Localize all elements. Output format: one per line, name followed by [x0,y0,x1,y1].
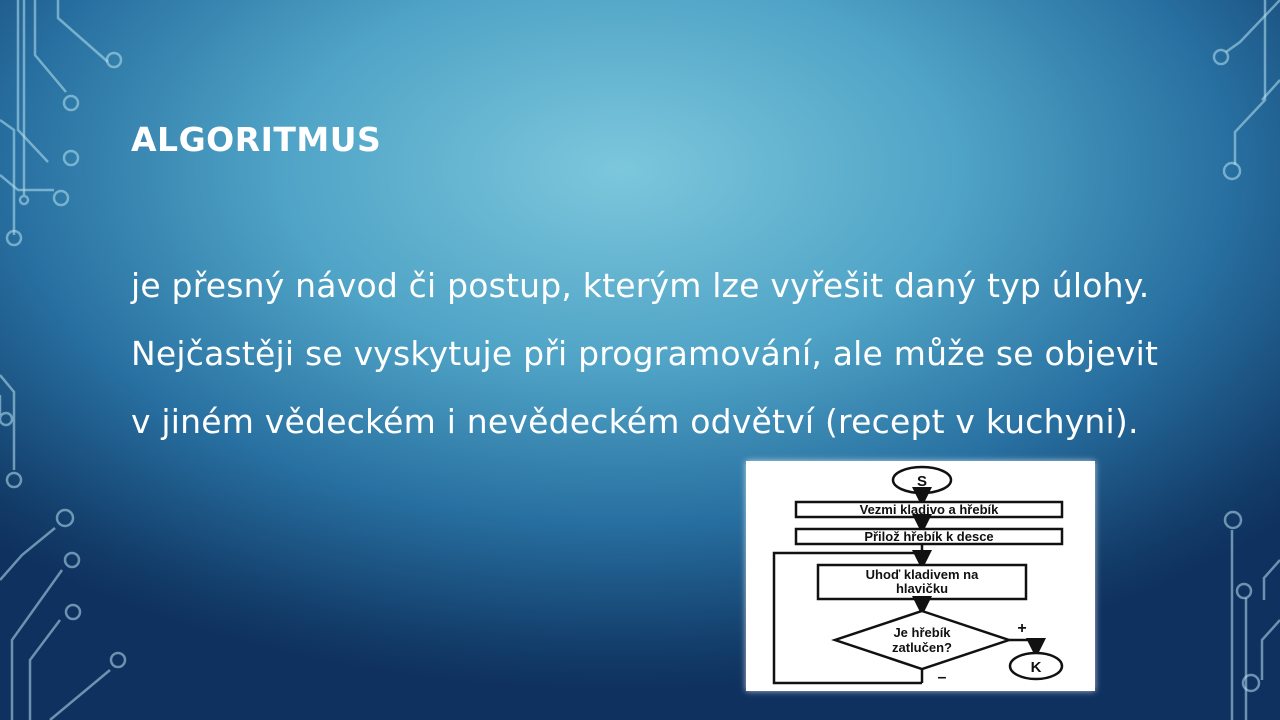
flowchart-start-label: S [916,473,928,490]
flowchart-image [746,461,1095,691]
flowchart-no-label: – [937,669,947,686]
flowchart-diagram [746,461,1095,691]
flowchart-yes-label: + [1017,620,1027,637]
slide-title: ALGORITMUS [131,120,382,159]
flowchart-step3-label-1: Uhoď kladivem na [865,567,979,582]
flowchart-decision-label-1: Je hřebík [893,625,951,640]
flowchart-step1-label: Vezmi kladivo a hřebík [859,502,999,517]
flowchart-step2-label: Přilož hřebík k desce [864,529,994,544]
flowchart-step3-label-2: hlavičku [895,581,949,596]
flowchart-end-label: K [1030,659,1042,676]
flowchart-decision-label-2: zatlučen? [892,640,952,655]
slide-body-text: je přesný návod či postup, kterým lze vyřešit daný typ úlohy. Nejčastěji se vyskytuje při programování, ale může se objevit v jiném vědeckém i nevědeckém odvětví (recept v kuchyni). [131,266,1159,441]
